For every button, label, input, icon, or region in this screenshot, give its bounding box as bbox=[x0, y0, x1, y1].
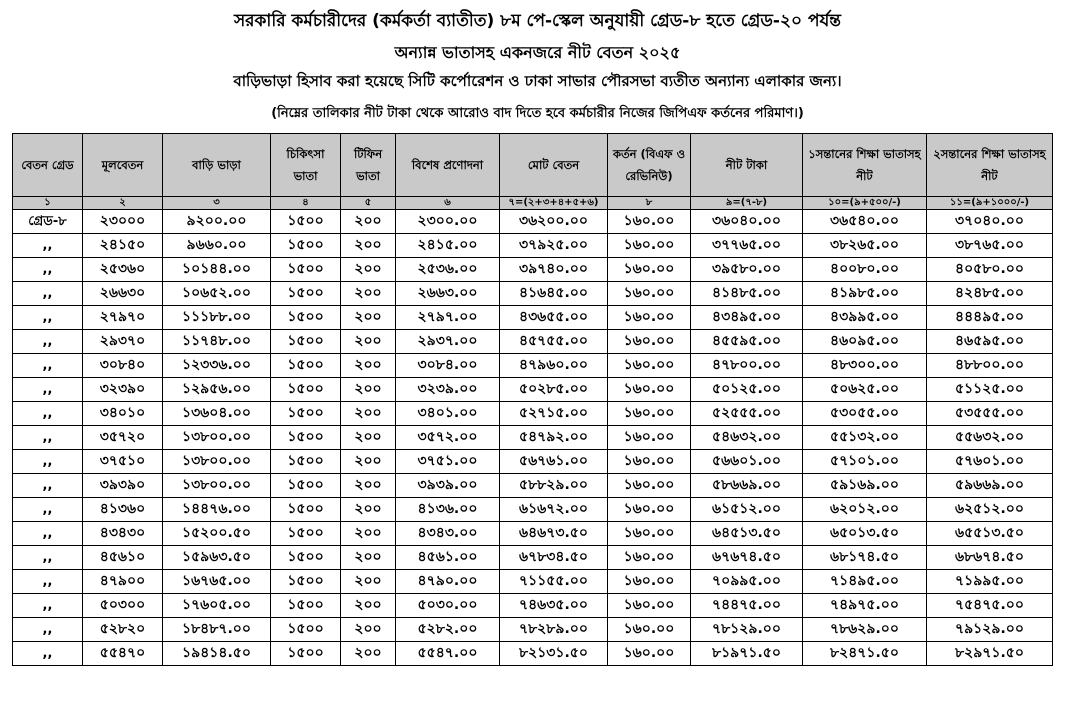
table-cell: ৫৭১০১.০০ bbox=[803, 450, 927, 474]
table-cell: ৫৩৫৫৫.০০ bbox=[927, 402, 1053, 426]
table-cell: ৫২৮২.০০ bbox=[396, 618, 500, 642]
table-cell: ১৫০০ bbox=[271, 426, 341, 450]
table-cell: ৪৭৯০.০০ bbox=[396, 570, 500, 594]
table-cell: ৭৮১২৯.০০ bbox=[691, 618, 803, 642]
table-cell: ৭৪৪৭৫.০০ bbox=[691, 594, 803, 618]
table-row bbox=[13, 306, 1053, 330]
table-cell: ৭১৪৯৫.০০ bbox=[803, 570, 927, 594]
table-cell: ২৬৬৩.০০ bbox=[396, 282, 500, 306]
table-cell: ২০০ bbox=[341, 570, 396, 594]
table-cell: ১৫০০ bbox=[271, 618, 341, 642]
table-cell: ১৫০০ bbox=[271, 594, 341, 618]
table-cell: ৮২১৩১.৫০ bbox=[500, 642, 608, 666]
table-cell: ৬৭৮৩৪.৫০ bbox=[500, 546, 608, 570]
table-row bbox=[13, 642, 1053, 666]
table-cell: ১৫০০ bbox=[271, 354, 341, 378]
table-cell: ২৫৩৬.০০ bbox=[396, 258, 500, 282]
note-house-rent: বাড়িভাড়া হিসাব করা হয়েছে সিটি কর্পোরেশন ও ঢাকা সাভার পৌরসভা ব্যতীত অন্যান্য এলাকার জন্য। bbox=[233, 72, 842, 90]
table-cell: ৩৯৭৪০.০০ bbox=[500, 258, 608, 282]
table-cell: ১৫২০০.৫০ bbox=[163, 522, 271, 546]
table-cell: ২০০ bbox=[341, 618, 396, 642]
grade-cell: ,, bbox=[13, 498, 83, 522]
table-row bbox=[13, 354, 1053, 378]
table-cell: ১৫০০ bbox=[271, 498, 341, 522]
table-cell: ২০০ bbox=[341, 258, 396, 282]
column-header: টিফিন ভাতা bbox=[341, 134, 396, 197]
grade-cell: ,, bbox=[13, 354, 83, 378]
column-header: ২সন্তানের শিক্ষা ভাতাসহ নীট bbox=[927, 134, 1053, 197]
table-cell: ২০০ bbox=[341, 498, 396, 522]
table-cell: ২০০ bbox=[341, 522, 396, 546]
table-cell: ৫৮৬৬৯.০০ bbox=[691, 474, 803, 498]
table-cell: ৫৩০৫৫.০০ bbox=[803, 402, 927, 426]
column-index-cell: ১১=(৯+১০০০/-) bbox=[927, 197, 1053, 210]
column-index-cell: ৫ bbox=[341, 197, 396, 210]
grade-cell: ,, bbox=[13, 570, 83, 594]
table-cell: ২৯৩৭০ bbox=[83, 330, 163, 354]
column-header: চিকিৎসা ভাতা bbox=[271, 134, 341, 197]
table-cell: ১৯৪১৪.৫০ bbox=[163, 642, 271, 666]
table-cell: ১৫৯৬৩.৫০ bbox=[163, 546, 271, 570]
table-cell: ৭৯১২৯.০০ bbox=[927, 618, 1053, 642]
table-header-row bbox=[13, 134, 1053, 197]
table-cell: ৫৪৭৯২.০০ bbox=[500, 426, 608, 450]
table-cell: ১১৭৪৮.০০ bbox=[163, 330, 271, 354]
grade-cell: ,, bbox=[13, 402, 83, 426]
table-cell: ১৬০.০০ bbox=[608, 570, 691, 594]
table-cell: ৫৫৬৩২.০০ bbox=[927, 426, 1053, 450]
table-row bbox=[13, 282, 1053, 306]
table-cell: ৬৮১৭৪.৫০ bbox=[803, 546, 927, 570]
table-cell: ২৭৯৭.০০ bbox=[396, 306, 500, 330]
table-cell: ১৬৭৬৫.০০ bbox=[163, 570, 271, 594]
table-cell: ১০৬৫২.০০ bbox=[163, 282, 271, 306]
table-cell: ১৬০.০০ bbox=[608, 474, 691, 498]
table-cell: ১৬০.০০ bbox=[608, 234, 691, 258]
table-cell: ৩৬২০০.০০ bbox=[500, 210, 608, 234]
table-cell: ৪৪৪৯৫.০০ bbox=[927, 306, 1053, 330]
note-gpf-deduction: (নিম্নের তালিকার নীট টাকা থেকে আরোও বাদ দিতে হবে কর্মচারীর নিজের জিপিএফ কর্তনের পরিমাণ।) bbox=[271, 106, 804, 121]
column-header: মোট বেতন bbox=[500, 134, 608, 197]
table-cell: ১৬০.০০ bbox=[608, 258, 691, 282]
table-cell: ২০০ bbox=[341, 402, 396, 426]
table-cell: ১১১৮৮.০০ bbox=[163, 306, 271, 330]
table-cell: ৪৩৪৩.০০ bbox=[396, 522, 500, 546]
table-cell: ৫৫৪৭০ bbox=[83, 642, 163, 666]
table-cell: ৩৭৫১.০০ bbox=[396, 450, 500, 474]
table-cell: ৬২০১২.০০ bbox=[803, 498, 927, 522]
table-cell: ৪৭৯০০ bbox=[83, 570, 163, 594]
table-cell: ৭৫৪৭৫.০০ bbox=[927, 594, 1053, 618]
table-cell: ১৫০০ bbox=[271, 330, 341, 354]
table-cell: ৬৪৫১৩.৫০ bbox=[691, 522, 803, 546]
table-cell: ১৫০০ bbox=[271, 570, 341, 594]
table-row bbox=[13, 570, 1053, 594]
table-cell: ৪৬৫৯৫.০০ bbox=[927, 330, 1053, 354]
table-row bbox=[13, 450, 1053, 474]
column-header: বেতন গ্রেড bbox=[13, 134, 83, 197]
table-cell: ২৬৬৩০ bbox=[83, 282, 163, 306]
table-cell: ৩০৮৪০ bbox=[83, 354, 163, 378]
column-header: বিশেষ প্রণোদনা bbox=[396, 134, 500, 197]
table-cell: ৪৩৯৯৫.০০ bbox=[803, 306, 927, 330]
table-cell: ১৬০.০০ bbox=[608, 450, 691, 474]
table-cell: ১৫০০ bbox=[271, 282, 341, 306]
table-row bbox=[13, 546, 1053, 570]
table-cell: ২০০ bbox=[341, 378, 396, 402]
grade-cell: ,, bbox=[13, 594, 83, 618]
table-cell: ১৬০.০০ bbox=[608, 210, 691, 234]
table-cell: ৩৭০৪০.০০ bbox=[927, 210, 1053, 234]
table-cell: ৬১৫১২.০০ bbox=[691, 498, 803, 522]
table-cell: ১৬০.০০ bbox=[608, 522, 691, 546]
table-cell: ৩৬৫৪০.০০ bbox=[803, 210, 927, 234]
table-cell: ১৩৮০০.০০ bbox=[163, 474, 271, 498]
table-cell: ২০০ bbox=[341, 450, 396, 474]
table-cell: ৪৮৮০০.০০ bbox=[927, 354, 1053, 378]
table-cell: ৭০৯৯৫.০০ bbox=[691, 570, 803, 594]
table-cell: ৫৮৮২৯.০০ bbox=[500, 474, 608, 498]
column-index-cell: ৪ bbox=[271, 197, 341, 210]
table-cell: ২০০ bbox=[341, 594, 396, 618]
grade-cell: ,, bbox=[13, 450, 83, 474]
table-cell: ৪৫৬১০ bbox=[83, 546, 163, 570]
table-row bbox=[13, 402, 1053, 426]
grade-cell: ,, bbox=[13, 234, 83, 258]
table-cell: ৪০৫৮০.০০ bbox=[927, 258, 1053, 282]
table-cell: ১৬০.০০ bbox=[608, 354, 691, 378]
table-row bbox=[13, 498, 1053, 522]
table-cell: ৬৮৬৭৪.৫০ bbox=[927, 546, 1053, 570]
table-cell: ৫০২৮৫.০০ bbox=[500, 378, 608, 402]
table-cell: ১৬০.০০ bbox=[608, 642, 691, 666]
table-cell: ২০০ bbox=[341, 330, 396, 354]
table-cell: ৭১১৫৫.০০ bbox=[500, 570, 608, 594]
column-header: ১সন্তানের শিক্ষা ভাতাসহ নীট bbox=[803, 134, 927, 197]
column-index-cell: ৮ bbox=[608, 197, 691, 210]
table-cell: ১৫০০ bbox=[271, 402, 341, 426]
table-row bbox=[13, 474, 1053, 498]
table-cell: ৩৯৩৯.০০ bbox=[396, 474, 500, 498]
table-cell: ১৬০.০০ bbox=[608, 330, 691, 354]
table-cell: ৫৭৬০১.০০ bbox=[927, 450, 1053, 474]
column-index-cell: ৭=(২+৩+৪+৫+৬) bbox=[500, 197, 608, 210]
table-cell: ১৫০০ bbox=[271, 210, 341, 234]
table-cell: ৩৯৩৯০ bbox=[83, 474, 163, 498]
table-cell: ৪৬০৯৫.০০ bbox=[803, 330, 927, 354]
table-cell: ৪১৩৬.০০ bbox=[396, 498, 500, 522]
table-cell: ৩৪০১০ bbox=[83, 402, 163, 426]
table-row bbox=[13, 330, 1053, 354]
column-header: মূলবেতন bbox=[83, 134, 163, 197]
table-cell: ৪৫৭৫৫.০০ bbox=[500, 330, 608, 354]
table-cell: ৩২৩৯০ bbox=[83, 378, 163, 402]
table-cell: ১৩৮০০.০০ bbox=[163, 450, 271, 474]
table-cell: ৪২৪৮৫.০০ bbox=[927, 282, 1053, 306]
grade-cell: ,, bbox=[13, 546, 83, 570]
table-cell: ১৫০০ bbox=[271, 522, 341, 546]
table-cell: ৪৫৬১.০০ bbox=[396, 546, 500, 570]
table-cell: ১২৯৫৬.০০ bbox=[163, 378, 271, 402]
table-cell: ১৫০০ bbox=[271, 642, 341, 666]
column-index-row bbox=[13, 197, 1053, 210]
table-row bbox=[13, 378, 1053, 402]
table-cell: ১৫০০ bbox=[271, 450, 341, 474]
table-cell: ১৬০.০০ bbox=[608, 546, 691, 570]
table-cell: ৩৫৭২০ bbox=[83, 426, 163, 450]
table-cell: ১৩৮০০.০০ bbox=[163, 426, 271, 450]
table-cell: ৩০৮৪.০০ bbox=[396, 354, 500, 378]
table-cell: ৫০১২৫.০০ bbox=[691, 378, 803, 402]
column-index-cell: ৩ bbox=[163, 197, 271, 210]
table-cell: ১৫০০ bbox=[271, 378, 341, 402]
table-row bbox=[13, 234, 1053, 258]
column-header: নীট টাকা bbox=[691, 134, 803, 197]
table-cell: ২৩০০০ bbox=[83, 210, 163, 234]
table-cell: ১৬০.০০ bbox=[608, 426, 691, 450]
table-cell: ৪১৯৮৫.০০ bbox=[803, 282, 927, 306]
table-cell: ১২৩৩৬.০০ bbox=[163, 354, 271, 378]
table-cell: ১০১৪৪.০০ bbox=[163, 258, 271, 282]
table-cell: ৬৫৫১৩.৫০ bbox=[927, 522, 1053, 546]
table-cell: ৪০০৮০.০০ bbox=[803, 258, 927, 282]
grade-cell: ,, bbox=[13, 618, 83, 642]
column-index-cell: ১০=(৯+৫০০/-) bbox=[803, 197, 927, 210]
grade-cell: ,, bbox=[13, 522, 83, 546]
table-cell: ৪৩৬৫৫.০০ bbox=[500, 306, 608, 330]
table-body bbox=[13, 210, 1053, 666]
table-cell: ৫৫৪৭.০০ bbox=[396, 642, 500, 666]
table-cell: ৩৭৯২৫.০০ bbox=[500, 234, 608, 258]
table-cell: ১৬০.০০ bbox=[608, 594, 691, 618]
grade-cell: ,, bbox=[13, 426, 83, 450]
table-cell: ৪৫৫৯৫.০০ bbox=[691, 330, 803, 354]
table-cell: ১৩৬০৪.০০ bbox=[163, 402, 271, 426]
grade-cell: ,, bbox=[13, 282, 83, 306]
column-index-cell: ১ bbox=[13, 197, 83, 210]
table-row bbox=[13, 618, 1053, 642]
table-cell: ১৬০.০০ bbox=[608, 498, 691, 522]
table-cell: ৪১৩৬০ bbox=[83, 498, 163, 522]
column-index-cell: ২ bbox=[83, 197, 163, 210]
grade-cell: ,, bbox=[13, 258, 83, 282]
table-cell: ২০০ bbox=[341, 426, 396, 450]
table-cell: ১৫০০ bbox=[271, 234, 341, 258]
table-cell: ৫৪৬৩২.০০ bbox=[691, 426, 803, 450]
table-cell: ৯২০০.০০ bbox=[163, 210, 271, 234]
table-cell: ৫০৬২৫.০০ bbox=[803, 378, 927, 402]
table-cell: ১৫০০ bbox=[271, 258, 341, 282]
table-cell: ২৫৩৬০ bbox=[83, 258, 163, 282]
table-cell: ৫৯৬৬৯.০০ bbox=[927, 474, 1053, 498]
table-cell: ১৪৪৭৬.০০ bbox=[163, 498, 271, 522]
grade-cell: ,, bbox=[13, 474, 83, 498]
column-index-cell: ৬ bbox=[396, 197, 500, 210]
table-row bbox=[13, 522, 1053, 546]
table-cell: ২৩০০.০০ bbox=[396, 210, 500, 234]
table-cell: ১৮৪৮৭.০০ bbox=[163, 618, 271, 642]
table-cell: ৫০৩০.০০ bbox=[396, 594, 500, 618]
table-cell: ৪৩৪৯৫.০০ bbox=[691, 306, 803, 330]
table-row bbox=[13, 210, 1053, 234]
table-cell: ৫২৮২০ bbox=[83, 618, 163, 642]
table-cell: ৭১৯৯৫.০০ bbox=[927, 570, 1053, 594]
table-cell: ৩৯৫৮০.০০ bbox=[691, 258, 803, 282]
table-cell: ৪৩৪৩০ bbox=[83, 522, 163, 546]
table-cell: ৫৬৭৬১.০০ bbox=[500, 450, 608, 474]
table-cell: ৮১৯৭১.৫০ bbox=[691, 642, 803, 666]
table-cell: ৩৮৭৬৫.০০ bbox=[927, 234, 1053, 258]
table-cell: ৫১১২৫.০০ bbox=[927, 378, 1053, 402]
table-cell: ২৪১৫০ bbox=[83, 234, 163, 258]
table-cell: ১৬০.০০ bbox=[608, 402, 691, 426]
table-cell: ৬২৫১২.০০ bbox=[927, 498, 1053, 522]
table-cell: ১৫০০ bbox=[271, 546, 341, 570]
table-cell: ৩৭৫১০ bbox=[83, 450, 163, 474]
table-cell: ৩৪০১.০০ bbox=[396, 402, 500, 426]
table-cell: ২০০ bbox=[341, 354, 396, 378]
table-cell: ৬৪৬৭৩.৫০ bbox=[500, 522, 608, 546]
table-cell: ৫৫১৩২.০০ bbox=[803, 426, 927, 450]
table-cell: ২০০ bbox=[341, 234, 396, 258]
title-line-2: অন্যান্ন ভাতাসহ একনজরে নীট বেতন ২০২৫ bbox=[394, 43, 681, 62]
table-cell: ৮২৪৭১.৫০ bbox=[803, 642, 927, 666]
column-header: কর্তন (বিএফ ও রেভিনিউ) bbox=[608, 134, 691, 197]
column-index-cell: ৯=(৭-৮) bbox=[691, 197, 803, 210]
grade-cell: ,, bbox=[13, 378, 83, 402]
salary-table bbox=[12, 133, 1053, 666]
table-cell: ৩৫৭২.০০ bbox=[396, 426, 500, 450]
table-cell: ২০০ bbox=[341, 282, 396, 306]
table-cell: ৫৬৬০১.০০ bbox=[691, 450, 803, 474]
grade-cell: ,, bbox=[13, 306, 83, 330]
grade-cell: গ্রেড-৮ bbox=[13, 210, 83, 234]
table-cell: ৫৯১৬৯.০০ bbox=[803, 474, 927, 498]
table-cell: ৪৭৮০০.০০ bbox=[691, 354, 803, 378]
table-cell: ৪৮৩০০.০০ bbox=[803, 354, 927, 378]
table-cell: ৬৭৬৭৪.৫০ bbox=[691, 546, 803, 570]
table-cell: ৬৫০১৩.৫০ bbox=[803, 522, 927, 546]
table-cell: ৪৭৯৬০.০০ bbox=[500, 354, 608, 378]
table-cell: ৫২৭১৫.০০ bbox=[500, 402, 608, 426]
column-header: বাড়ি ভাড়া bbox=[163, 134, 271, 197]
table-cell: ৬১৬৭২.০০ bbox=[500, 498, 608, 522]
table-cell: ২০০ bbox=[341, 306, 396, 330]
table-row bbox=[13, 258, 1053, 282]
table-cell: ৭৮৬২৯.০০ bbox=[803, 618, 927, 642]
table-cell: ১৬০.০০ bbox=[608, 618, 691, 642]
table-cell: ৩৬০৪০.০০ bbox=[691, 210, 803, 234]
table-cell: ২৪১৫.০০ bbox=[396, 234, 500, 258]
table-cell: ১৫০০ bbox=[271, 474, 341, 498]
title-line-1: সরকারি কর্মচারীদের (কর্মকর্তা ব্যাতীত) ৮ম পে-স্কেল অনুযায়ী গ্রেড-৮ হতে গ্রেড-২০ পর্যন্ত bbox=[233, 11, 842, 31]
table-cell: ৭৪৯৭৫.০০ bbox=[803, 594, 927, 618]
table-cell: ২০০ bbox=[341, 642, 396, 666]
table-cell: ১৫০০ bbox=[271, 306, 341, 330]
table-cell: ২৯৩৭.০০ bbox=[396, 330, 500, 354]
table-cell: ২০০ bbox=[341, 210, 396, 234]
table-cell: ৮২৯৭১.৫০ bbox=[927, 642, 1053, 666]
table-cell: ৯৬৬০.০০ bbox=[163, 234, 271, 258]
table-cell: ৩৮২৬৫.০০ bbox=[803, 234, 927, 258]
table-cell: ১৭৬০৫.০০ bbox=[163, 594, 271, 618]
grade-cell: ,, bbox=[13, 330, 83, 354]
table-cell: ৫২৫৫৫.০০ bbox=[691, 402, 803, 426]
table-cell: ১৬০.০০ bbox=[608, 282, 691, 306]
table-cell: ৭৪৬৩৫.০০ bbox=[500, 594, 608, 618]
table-cell: ২০০ bbox=[341, 546, 396, 570]
table-cell: ৭৮২৮৯.০০ bbox=[500, 618, 608, 642]
table-cell: ১৬০.০০ bbox=[608, 378, 691, 402]
table-cell: ৪১৪৮৫.০০ bbox=[691, 282, 803, 306]
table-cell: ৩২৩৯.০০ bbox=[396, 378, 500, 402]
table-cell: ৪১৬৪৫.০০ bbox=[500, 282, 608, 306]
table-cell: ৫০৩০০ bbox=[83, 594, 163, 618]
table-row bbox=[13, 426, 1053, 450]
table-cell: ২৭৯৭০ bbox=[83, 306, 163, 330]
table-cell: ১৬০.০০ bbox=[608, 306, 691, 330]
grade-cell: ,, bbox=[13, 642, 83, 666]
table-cell: ৩৭৭৬৫.০০ bbox=[691, 234, 803, 258]
table-cell: ২০০ bbox=[341, 474, 396, 498]
table-row bbox=[13, 594, 1053, 618]
